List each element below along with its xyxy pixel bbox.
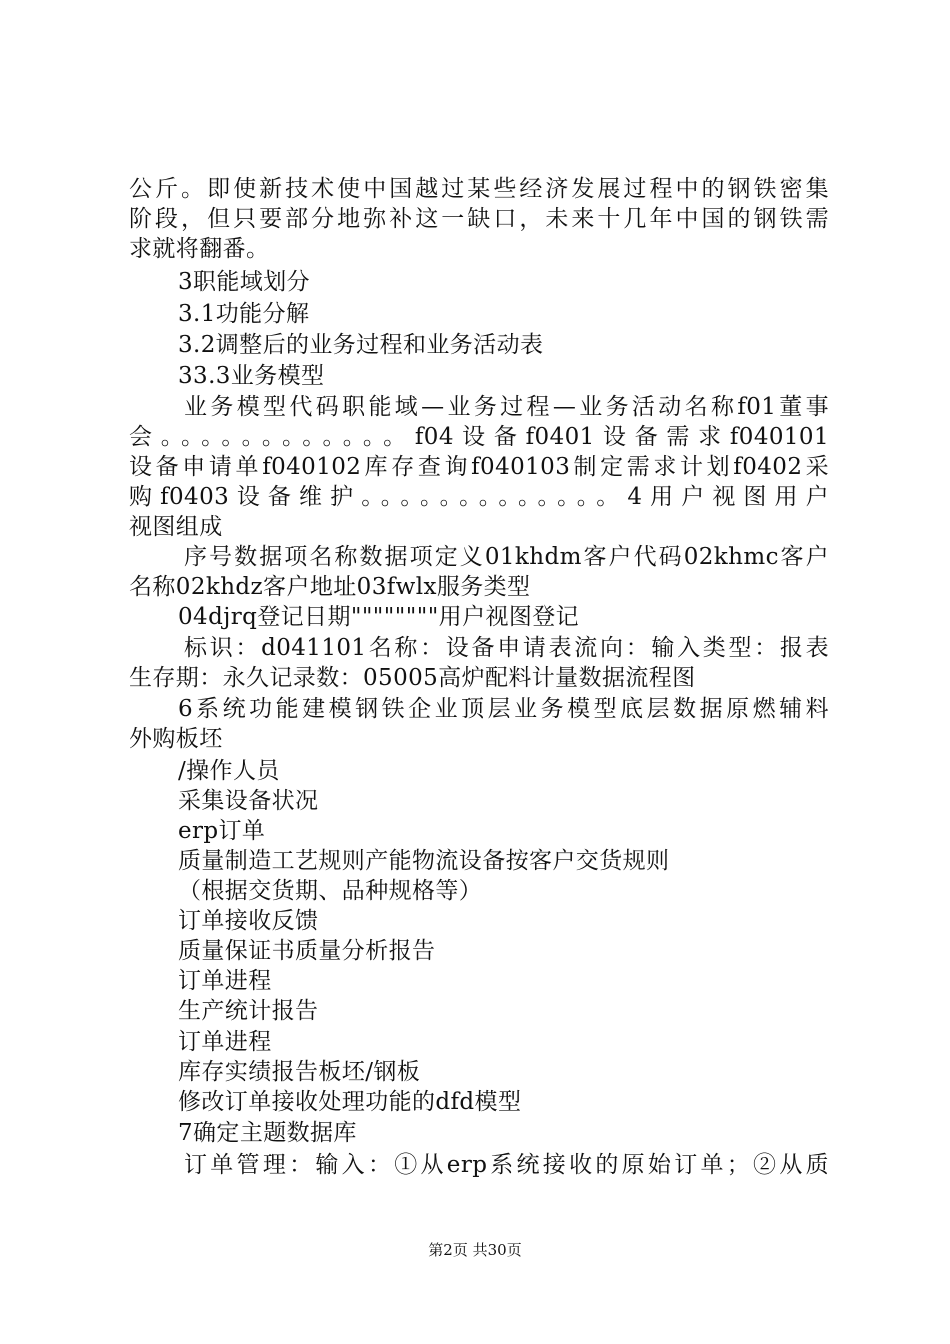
paragraph-line: 序号数据项名称数据项定义01khdm客户代码02khmc客户 — [184, 544, 829, 570]
paragraph-line: 业务模型代码职能域—业务过程—业务活动名称f01董事 — [184, 394, 829, 420]
diagram-label-line: 质量制造工艺规则产能物流设备按客户交货规则 — [178, 848, 670, 874]
paragraph-line: 名称02khdz客户地址03fwlx服务类型 — [129, 574, 531, 600]
diagram-label-line: 质量保证书质量分析报告 — [178, 938, 436, 964]
paragraph-line: 公斤。即使新技术使中国越过某些经济发展过程中的钢铁密集 — [129, 176, 829, 202]
diagram-label-line: 采集设备状况 — [178, 788, 319, 814]
paragraph-line: 04djrq登记日期""""""""用户视图登记 — [178, 604, 580, 630]
diagram-label-line: erp订单 — [178, 818, 266, 844]
paragraph-line: 外购板坯 — [129, 726, 223, 752]
paragraph-line: 6系统功能建模钢铁企业顶层业务模型底层数据原燃辅料 — [178, 696, 829, 722]
diagram-label-line: 订单接收反馈 — [178, 908, 319, 934]
section-heading: 3.2调整后的业务过程和业务活动表 — [178, 332, 544, 358]
paragraph-line: 会。。。。。。。。。。。。f04设备f0401设备需求f040101 — [129, 424, 829, 450]
section-heading: 7确定主题数据库 — [178, 1120, 357, 1146]
page-number-footer: 第2页 共30页 — [428, 1241, 522, 1259]
diagram-label-line: 订单进程 — [178, 1029, 272, 1055]
diagram-label-line: 修改订单接收处理功能的dfd模型 — [178, 1089, 522, 1115]
diagram-label-line: 库存实绩报告板坯/钢板 — [178, 1059, 421, 1085]
paragraph-line: 阶段，但只要部分地弥补这一缺口，未来十几年中国的钢铁需 — [129, 206, 829, 232]
section-heading: 33.3业务模型 — [178, 363, 325, 389]
paragraph-line: 购f0403设备维护。。。。。。。。。。。。。4用户视图用户 — [129, 484, 829, 510]
paragraph-line: 标识：d041101名称：设备申请表流向：输入类型：报表 — [184, 635, 829, 661]
paragraph-line: 视图组成 — [129, 514, 223, 540]
section-heading: 3职能域划分 — [178, 269, 311, 295]
section-heading: 3.1功能分解 — [178, 301, 310, 327]
paragraph-line: 设备申请单f040102库存查询f040103制定需求计划f0402采 — [129, 454, 829, 480]
diagram-label-line: （根据交货期、品种规格等） — [178, 878, 483, 904]
diagram-label-line: 生产统计报告 — [178, 998, 319, 1024]
paragraph-line: 生存期：永久记录数：05005高炉配料计量数据流程图 — [129, 665, 696, 691]
diagram-label-line: /操作人员 — [178, 758, 280, 784]
paragraph-line: 订单管理：输入：①从erp系统接收的原始订单；②从质 — [184, 1152, 829, 1178]
diagram-label-line: 订单进程 — [178, 968, 272, 994]
paragraph-line: 求就将翻番。 — [129, 236, 270, 262]
